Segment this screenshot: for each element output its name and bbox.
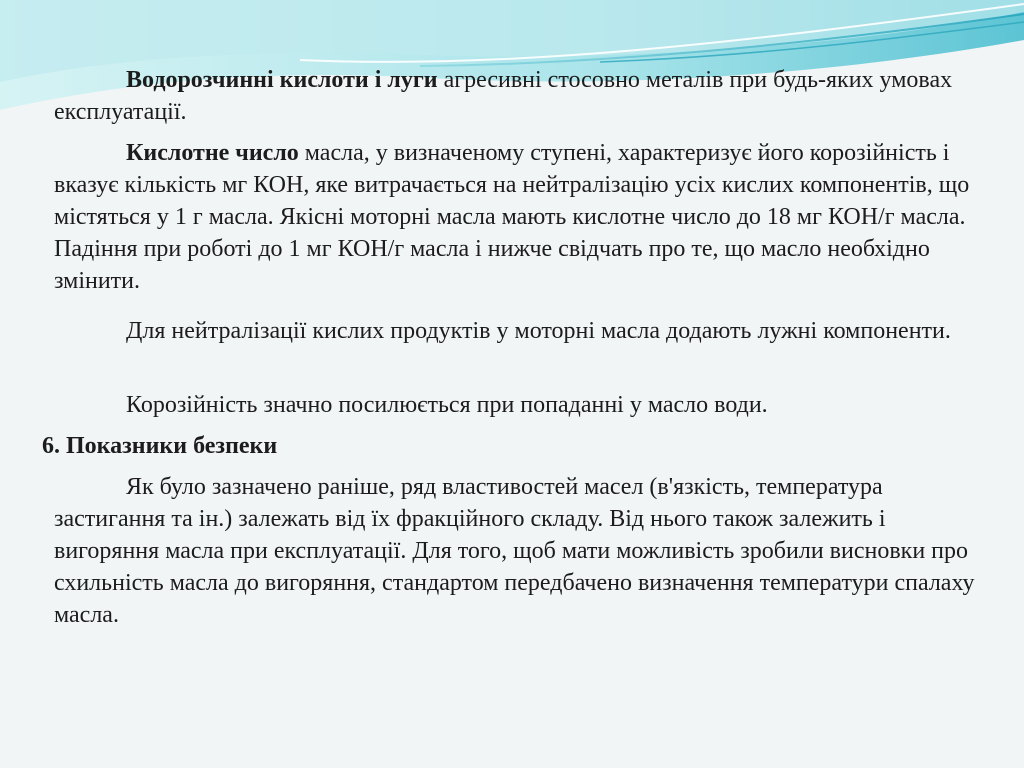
- paragraph-text: агресивні стосовно металів при будь-яких умовах експлуатації.: [54, 67, 953, 125]
- term-acid-number: Кислотне число: [126, 140, 299, 166]
- paragraph-text: масла, у визначеному ступені, характеризує його корозійність і вказує кількість мг КОН, яке витрачається на нейтралізацію усіх кислих компонентів, що містяться у 1 г масла. Якісні моторні масла мають кислотне число до 18 мг КОН/г масла. Падіння при роботі до 1 мг КОН/г масла і нижче свідчать про те, що масло необхідно змінити.: [54, 140, 970, 294]
- paragraph-text: Корозійність значно посилюється при попаданні у масло води.: [126, 392, 768, 418]
- paragraph-acids-alkalis: [54, 64, 989, 128]
- paragraph-corrosion-water: [54, 389, 989, 421]
- paragraph-acid-number: [54, 137, 989, 297]
- paragraph-neutralization: [54, 315, 989, 347]
- section-heading: 6. Показники безпеки: [42, 433, 278, 459]
- term-acids-alkalis: Водорозчинні кислоти і луги: [126, 67, 438, 93]
- paragraph-safety: [54, 471, 989, 631]
- paragraph-text: Як було зазначено раніше, ряд властивостей масел (в'язкість, температура застигання та ін.) залежать від їх фракційного складу. Від нього також залежить і вигоряння масла при експлуатації. Для того, щоб мати можливість зробили висновки про схильність масла до вигоряння, стандартом передбачено визначення температури спалаху масла.: [54, 474, 975, 628]
- paragraph-text: Для нейтралізації кислих продуктів у моторні масла додають лужні компоненти.: [126, 318, 951, 344]
